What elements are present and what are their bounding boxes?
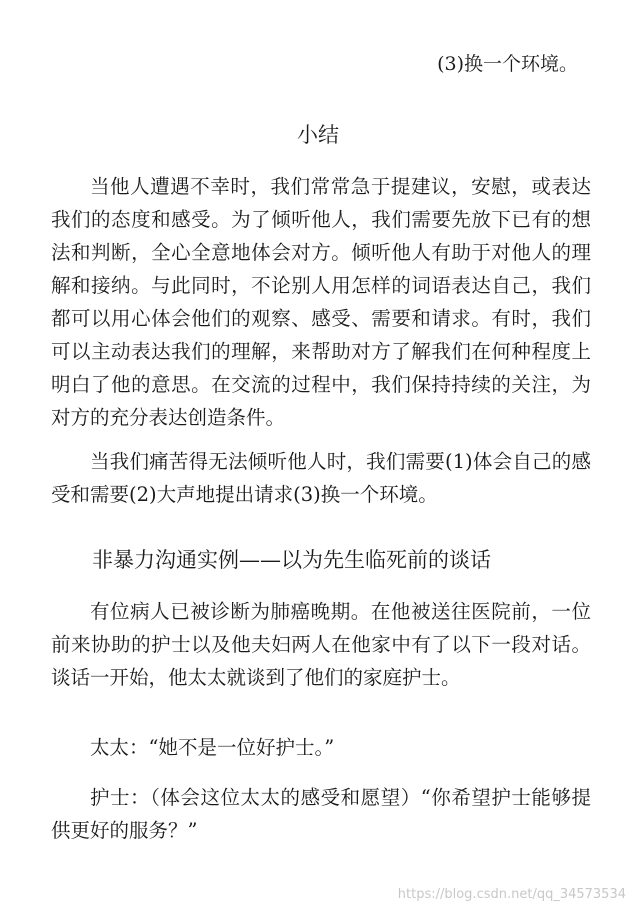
pain-paragraph: 当我们痛苦得无法倾听他人时，我们需要(1)体会自己的感受和需要(2)大声地提出请求(3)换一个环境。 bbox=[51, 450, 591, 506]
section-title: 小结 bbox=[297, 123, 339, 147]
nurse-dialogue-line: 护士：（体会这位太太的感受和愿望）“你希望护士能够提供更好的服务？” bbox=[51, 786, 591, 842]
wife-dialogue-line: 太太：“她不是一位好护士。” bbox=[90, 736, 335, 759]
example-heading: 非暴力沟通实例——以为先生临死前的谈话 bbox=[92, 548, 491, 572]
summary-paragraph: 当他人遭遇不幸时，我们常常急于提建议，安慰，或表达我们的态度和感受。为了倾听他人，我们需要先放下已有的想法和判断，全心全意地体会对方。倾听他人有助于对他人的理解和接纳。与此同时，不论别人用怎样的词语表达自己，我们都可以用心体会他们的观察、感受、需要和请求。有时，我们可以主动表达我们的理解，来帮助对方了解我们在何种程度上明白了他的意思。在交流的过程中，我们保持持续的关注，为对方的充分表达创造条件。 bbox=[51, 175, 591, 429]
example-intro-paragraph: 有位病人已被诊断为肺癌晚期。在他被送往医院前，一位前来协助的护士以及他夫妇两人在他家中有了以下一段对话。谈话一开始，他太太就谈到了他们的家庭护士。 bbox=[51, 600, 591, 689]
watermark: https://blog.csdn.net/qq_34573534 bbox=[397, 887, 626, 902]
previous-page-ending: (3)换一个环境。 bbox=[437, 53, 578, 75]
